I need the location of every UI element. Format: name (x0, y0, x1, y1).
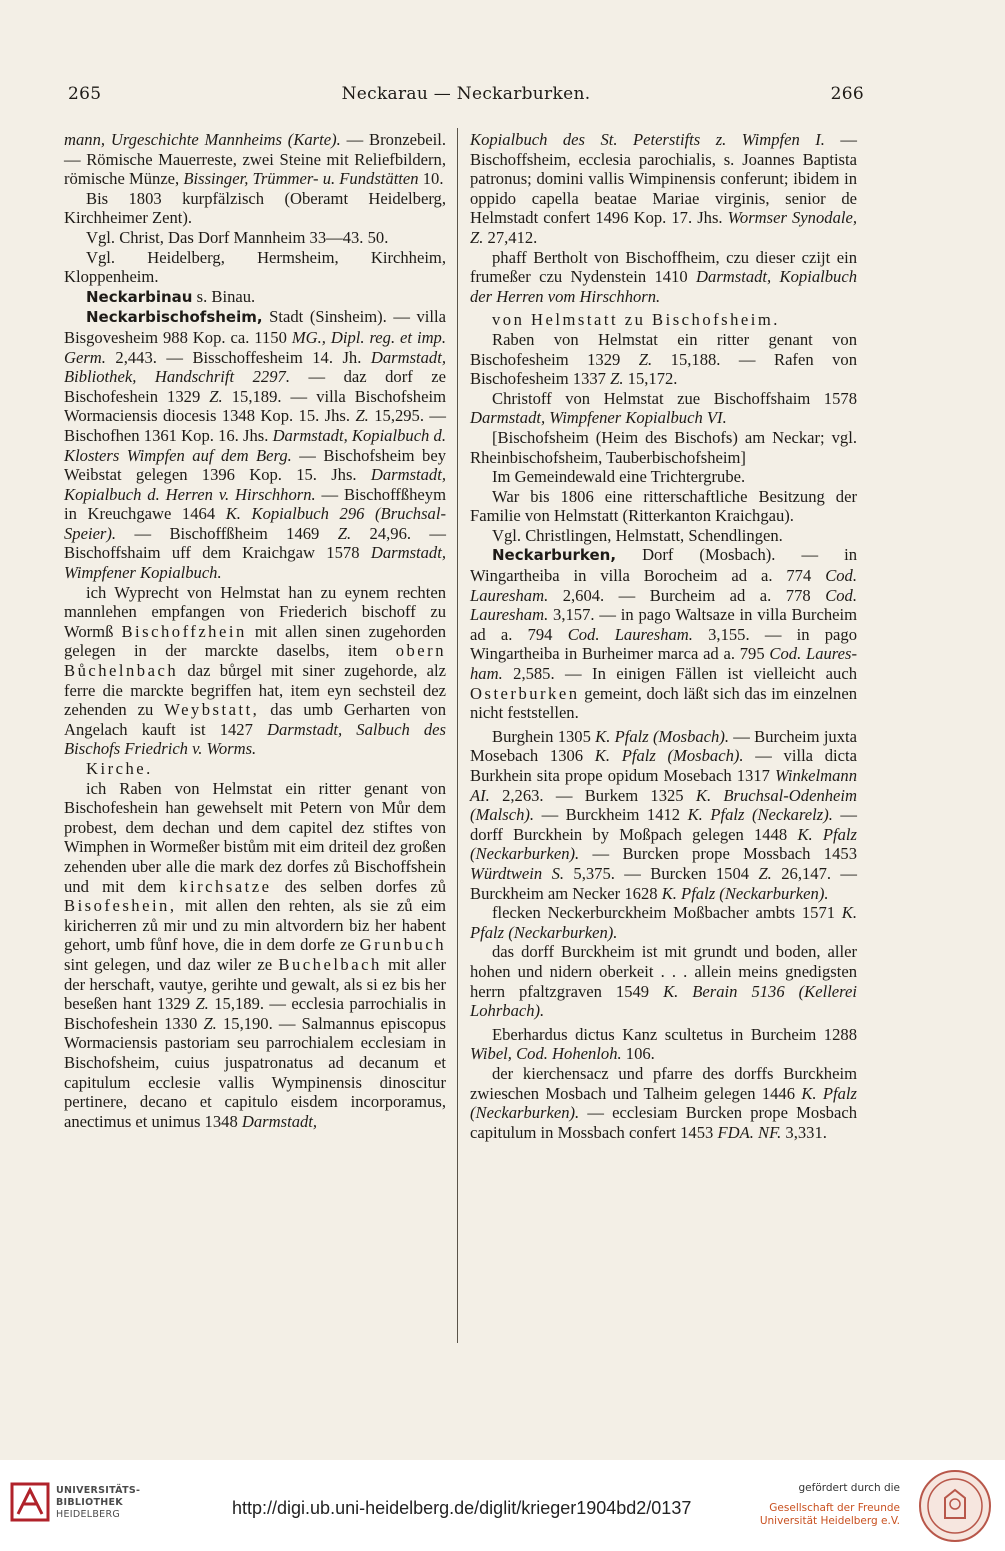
page-number-right: 266 (830, 84, 864, 104)
sponsor-block (760, 1482, 900, 1528)
library-name-line1: UNIVERSITÄTS- (56, 1485, 141, 1496)
footer-bar (0, 1460, 1005, 1551)
library-name (56, 1485, 140, 1521)
university-seal-icon (917, 1468, 993, 1544)
sponsor-caption: gefördert durch die (798, 1482, 900, 1494)
library-name-line2: BIBLIOTHEK (56, 1497, 123, 1508)
library-name-line3: HEIDELBERG (56, 1509, 121, 1520)
running-header (68, 84, 864, 110)
sponsor-org-line1: Gesellschaft der Freunde (769, 1502, 900, 1514)
left-column: mann, Urgeschichte Mannheims (Karte). — Bronzebeil. — Römische Mauerreste, zwei Steine mit Reliefbildern, römische Münze, Bissinger, Trümmer- u. Fundstätten 10. Bis 1803 kurpfälzisch (Oberamt Heidelberg, Kirchheimer Zent). Vgl. Christ, Das Dorf Mannheim 33—43. 50. Vgl. Heidelberg, Hermsheim, Kirchheim, Kloppenheim. Neckarbinau s. Binau. Neckarbischofsheim, Stadt (Sinsheim). — villa Bisgovesheim 988 Kop. ca. 1150 MG., Dipl. reg. et imp. Germ. 2,443. — Bisschoffesheim 14. Jh. Darmstadt, Bibliothek, Handschrift 2297. — daz dorf ze Bischofeshein 1329 Z. 15,189. — villa Bischofsheim Wormaciensis diocesis 1348 Kop. 15. Jhs. Z. 15,295. — Bischofhen 1361 Kop. 16. Jhs. Darmstadt, Kopialbuch d. Klosters Wimpfen auf dem Berg. — Bischofsheim bey Weibstat gelegen 1396 Kop. 15. Jhs. Darmstadt, Kopialbuch d. Herren v. Hirschhorn. — Bischoffßheym in Kreuchgawe 1464 K. Kopialbuch 296 (Bruchsal-Speier). — Bischoffßheim 1469 Z. 24,96. — Bischoffshaim uff dem Kraichgaw 1578 Darmstadt, Wimpfener Kopialbuch. ich Wyprecht von Helmstat han zu eynem rechten mannlehen empfangen von Friederich bischoff zu Wormß Bischoffzhein mit allen sinen zugehorden gelegen in der marckte daselbs, item obern Bůchelnbach daz bůrgel mit siner zugehorde, alz ferre die marckte begriffen hat, item eyn sechsteil dez zehenden zu Weybstatt, das umb Gerharten von Angelach kauft ist 1427 Darmstadt, Salbuch des Bischofs Friedrich v. Worms. Kirche. ich Raben von Helmstat ein ritter genant von Bischofeshein han gewehselt mit Petern von Můr dem probest, dem dechan und dem capitel dez stiftes von Wimphen in Wormeßer bistům mit eim driteil dez großen zehenden uber alle die mark dez dorfes zů Bischoffshein und mit dem kirchsatze des selben dorfes zů Bisofeshein, mit allen den rehten, als sie zů eim kiricherren zů mir und zu min altvordern biz her habent gehort, umb fůnf hove, die in dem dorfe ze Grunbuch sint gelegen, und daz wiler ze Buchelbach mit aller der herschaft, vautye, gerihte und gewalt, als si ez bis her beseßen hant 1329 Z. 15,189. — ecclesia parrochialis in Bischofeshein 1330 Z. 15,190. — Salmannus episcopus Wormaciensis pastoriam seu parrochialem ecclesiam in Bischofsheim, cuius juspatronatus ad decanum et capitulum ecclesie vallis Wympinensis dinoscitur pertinere, decano et capitulo eisdem incorporamus, anectimus et unimus 1348 Darmstadt, (64, 130, 447, 1131)
running-title: Neckarau — Neckarburken. (341, 84, 591, 104)
library-logo-icon (10, 1482, 50, 1522)
permalink-url[interactable]: http://digi.ub.uni-heidelberg.de/diglit/krieger1904bd2/0137 (232, 1498, 692, 1518)
page-number-left: 265 (68, 84, 102, 104)
sponsor-org-line2: Universität Heidelberg e.V. (759, 1515, 900, 1527)
right-column: Kopialbuch des St. Peterstifts z. Wimpfen I. — Bischoffsheim, ecclesia parochialis, s. Joannes Baptista patronus; domini vallis Wimpinensis conferunt; ibidem in oppido capella beatae Mariae virginis, senior de Helmstadt confert 1496 Kop. 17. Jhs. Wormser Synodale, Z. 27,412. phaff Bertholt von Bischoffheim, czu dieser czijt ein frumeßer czu Nydenstein 1410 Darmstadt, Kopialbuch der Herren vom Hirschhorn. von Helmstatt zu Bischofsheim. Raben von Helmstat ein ritter genant von Bischofesheim 1329 Z. 15,188. — Rafen von Bischofesheim 1337 Z. 15,172. Christoff von Helmstat zue Bischoffshaim 1578 Darmstadt, Wimpfener Kopialbuch VI. [Bischofsheim (Heim des Bischofs) am Neckar; vgl. Rheinbischofsheim, Tauberbischofsheim] Im Gemeindewald eine Trichtergrube. War bis 1806 eine ritterschaftliche Besitzung der Familie von Helmstatt (Ritterkanton Kraichgau). Vgl. Christlingen, Helmstatt, Schendlingen. Neckarburken, Dorf (Mosbach). — in Wingartheiba in villa Borocheim ad a. 774 Cod. Lauresham. 2,604. — Burcheim ad a. 778 Cod. Lauresham. 3,157. — in pago Waltsaze in villa Burcheim ad a. 794 Cod. Lauresham. 3,155. — in pago Wingartheiba in Burheimer marca ad a. 795 Cod. Laures-ham. 2,585. — In einigen Fällen ist vielleicht auch Osterburken gemeint, doch läßt sich das im einzelnen nicht feststellen. Burghein 1305 K. Pfalz (Mosbach). — Burcheim juxta Mosebach 1306 K. Pfalz (Mosbach). — villa dicta Burkhein sita prope opidum Mosebach 1317 Winkelmann AI. 2,263. — Burkem 1325 K. Bruchsal-Odenheim (Malsch). — Burckheim 1412 K. Pfalz (Neckarelz). — dorff Burckhein by Moßpach gelegen 1448 K. Pfalz (Neckarburken). — Burcken prope Mossbach 1453 Würdtwein S. 5,375. — Burcken 1504 Z. 26,147. — Burckheim am Necker 1628 K. Pfalz (Neckarburken). flecken Neckerburckheim Moßbacher ambts 1571 K. Pfalz (Neckarburken). das dorff Burckheim ist mit grundt und boden, aller hohen und nidern oberkeit . . . allein meins gnedigsten herrn pfaltzgraven 1549 K. Berain 5136 (Kellerei Lohrbach). Eberhardus dictus Kanz scultetus in Burcheim 1288 Wibel, Cod. Hohenloh. 106. der kierchensacz und pfarre des dorffs Burckheim zwieschen Mosbach und Talheim gelegen 1446 K. Pfalz (Neckarburken). — ecclesiam Burcken prope Mosbach capitulum in Mossbach confert 1453 FDA. NF. 3,331. (470, 130, 857, 1142)
column-divider (457, 128, 458, 1343)
